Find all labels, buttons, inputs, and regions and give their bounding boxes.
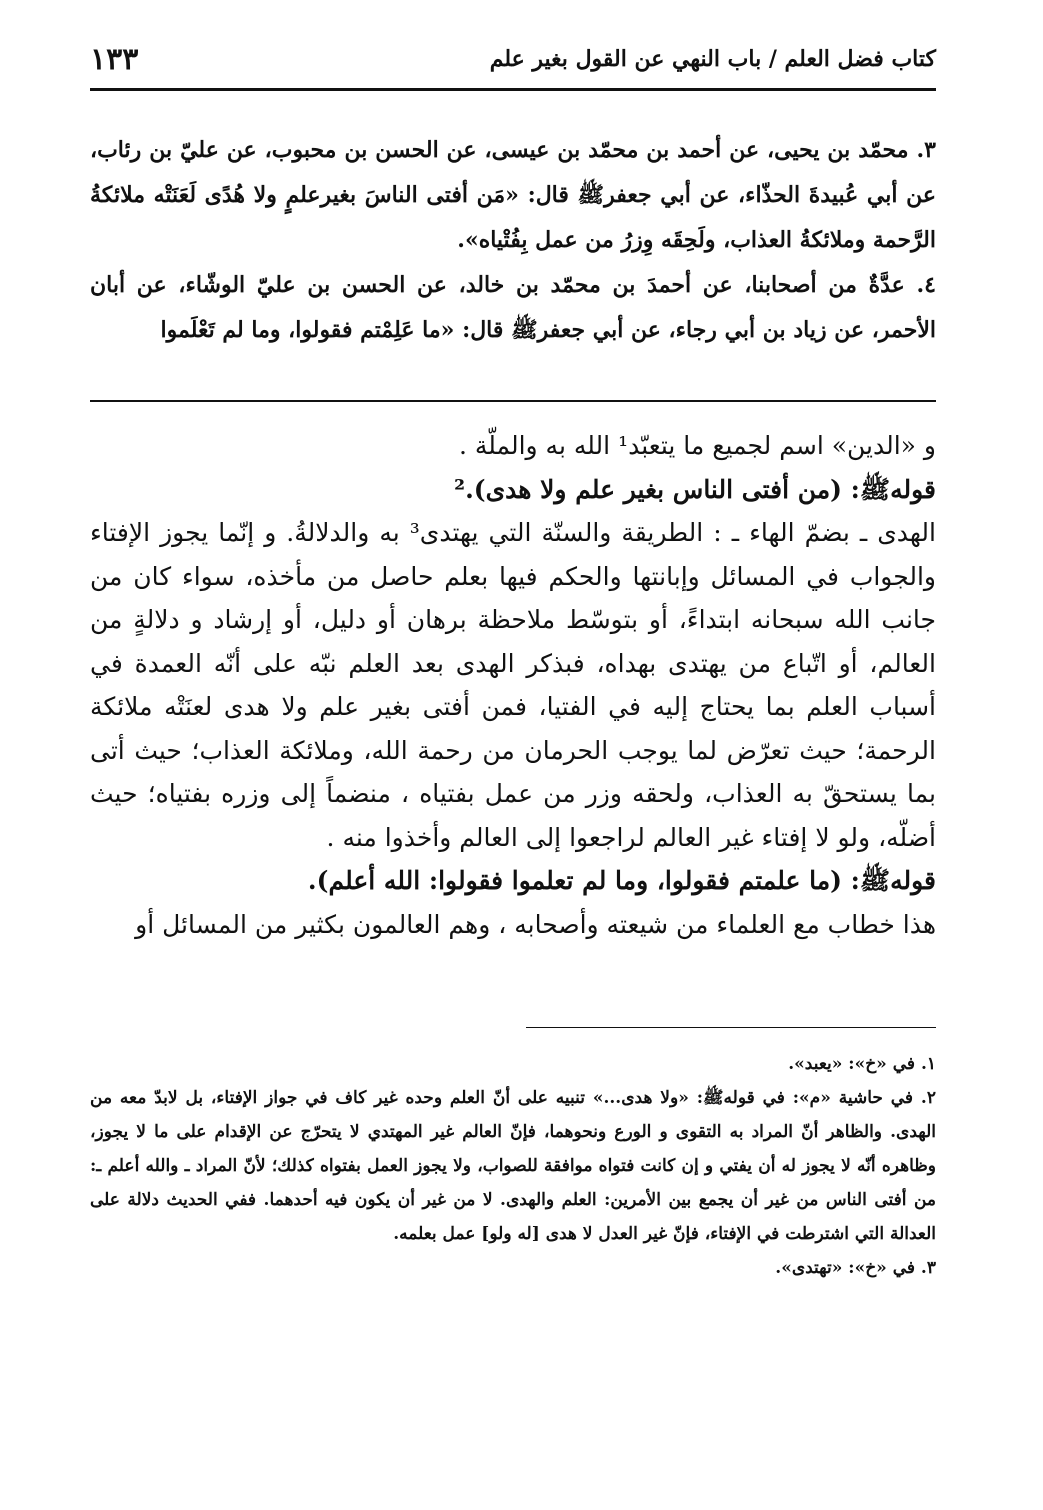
footnote-3: ٣. في «خ»: «تهتدى».: [775, 1258, 936, 1278]
footnote-1: ١. في «خ»: «يعبد».: [788, 1054, 936, 1074]
commentary-opening: و «الدين» اسم لجميع ما يتعبّد¹ الله به والملّة .: [458, 431, 936, 460]
hadith-3: ٣. محمّد بن يحيى، عن أحمد بن محمّد بن عيسى، عن الحسن بن محبوب، عن عليّ بن رئاب، عن أبي عُبيدةَ الحذّاء، عن أبي جعفرﷺ قال: «مَن أفتى الناسَ بغيرعلمٍ ولا هُدًى لَعَنَتْه ملائكةُ الرَّحمة وملائكةُ العذاب، ولَحِقَه وِزرُ من عمل بِفُتْياه».: [90, 137, 936, 253]
hadith-4: ٤. عدَّةٌ من أصحابنا، عن أحمدَ بن محمّد بن خالد، عن الحسن بن عليّ الوشّاء، عن أبان الأحمر، عن زياد بن أبي رجاء، عن أبي جعفرﷺ قال: «ما عَلِمْتم فقولوا، وما لم تَعْلَموا: [90, 272, 936, 343]
header-title: كتاب فضل العلم / باب النهي عن القول بغير علم: [489, 46, 936, 72]
commentary-divider: [90, 400, 936, 402]
footnotes: [90, 1047, 936, 1285]
footnote-divider: [526, 1027, 936, 1028]
page-number: ١٣٣: [90, 42, 139, 77]
commentary-paragraph-1: الهدى ـ بضمّ الهاء ـ : الطريقة والسنّة التي يهتدى³ به والدلالةُ. و إنّما يجوز الإفتاء والجواب في المسائل وإبانتها والحكم فيها بعلم حاصل من مأخذه، سواء كان من جانب الله سبحانه ابتداءً، أو بتوسّط ملاحظة برهان أو دليل، أو إرشاد و دلالةٍ من العالم، أو اتّباع من يهتدى بهداه، فبذكر الهدى بعد العلم نبّه على أنّه العمدة في أسباب العلم بما يحتاج إليه في الفتيا، فمن أفتى بغير علم ولا هدى لعنَتْه ملائكة الرحمة؛ حيث تعرّض لما يوجب الحرمان من رحمة الله، وملائكة العذاب؛ حيث أتى بما يستحقّ به العذاب، ولحقه وزر من عمل بفتياه ، منضماً إلى وزره بفتياه؛ حيث أضلّه، ولو لا إفتاء غير العالم لراجعوا إلى العالم وأخذوا منه .: [90, 518, 936, 852]
commentary-paragraph-2: هذا خطاب مع العلماء من شيعته وأصحابه ، وهم العالمون بكثير من المسائل أو: [135, 909, 936, 939]
footnote-2: ٢. في حاشية «م»: في قولهﷺ: «ولا هدى...» تنبيه على أنّ العلم وحده غير كاف في جواز الإفتاء، بل لابدّ معه من الهدى. والظاهر أنّ المراد به التقوى و الورع ونحوهما، فإنّ العالم غير المهتدي لا يتحرّج عن الإقدام على ما لا يجوز، وظاهره أنّه لا يجوز له أن يفتي و إن كانت فتواه موافقة للصواب، ولا يجوز العمل بفتواه كذلك؛ لأنّ المراد ـ والله أعلم ـ: من أفتى الناس من غير أن يجمع بين الأمرين: العلم والهدى. لا من غير أن يكون فيه أحدهما. ففي الحديث دلالة على العدالة التي اشترطت في الإفتاء، فإنّ غير العدل لا هدى [له ولو] عمل بعلمه.: [90, 1088, 936, 1244]
commentary-heading-2: قولهﷺ: (ما علمتم فقولوا، وما لم تعلموا فقولوا: الله أعلم).: [307, 866, 936, 895]
running-header: [90, 44, 936, 84]
commentary-heading-1: قولهﷺ: (من أفتى الناس بغير علم ولا هدى).²: [454, 474, 936, 504]
commentary-text: [90, 424, 936, 946]
hadith-text: [90, 128, 936, 353]
header-divider: [90, 88, 936, 91]
